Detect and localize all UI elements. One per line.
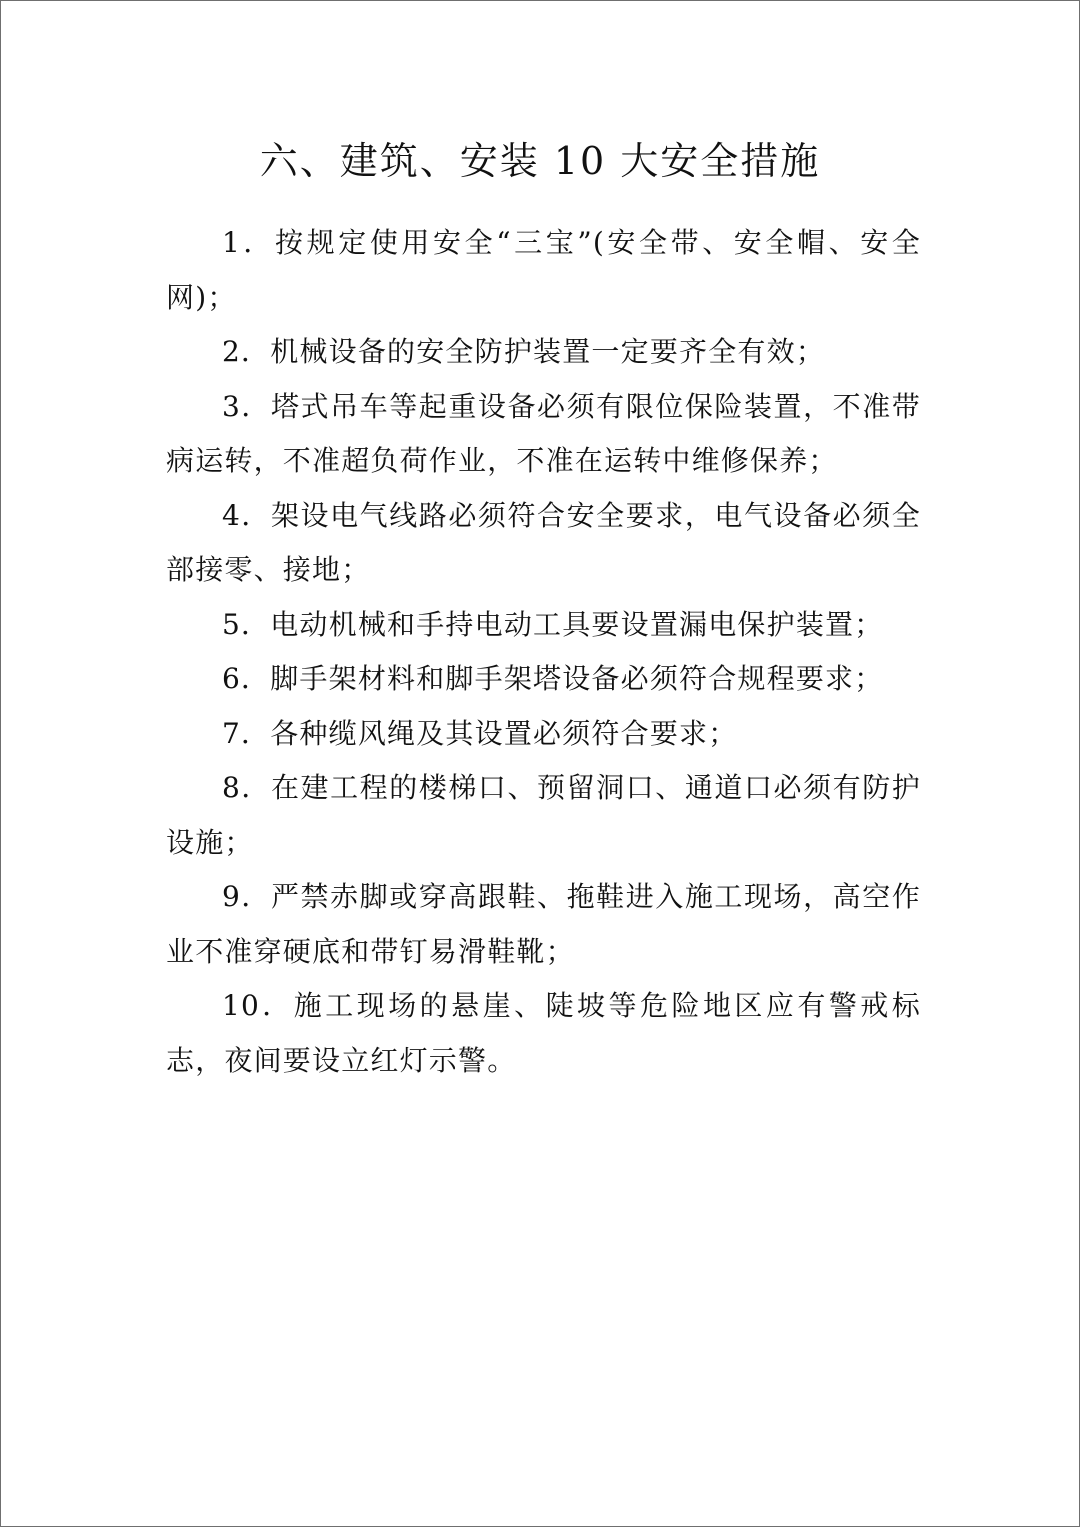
item-text: 施工现场的悬崖、陡坡等危险地区应有警戒标志，夜间要设立红灯示警。 — [166, 989, 921, 1077]
item-text: 各种缆风绳及其设置必须符合要求； — [270, 716, 738, 750]
list-item — [166, 380, 921, 489]
item-text: 电动机械和手持电动工具要设置漏电保护装置； — [270, 607, 884, 641]
item-number: 6． — [222, 662, 271, 695]
item-number: 8． — [222, 771, 271, 804]
item-text: 塔式吊车等起重设备必须有限位保险装置，不准带病运转，不准超负荷作业，不准在运转中维修保养； — [166, 389, 922, 477]
item-number: 1． — [222, 226, 276, 259]
item-text: 机械设备的安全防护装置一定要齐全有效； — [270, 335, 826, 368]
safety-measures-list — [166, 216, 921, 1088]
list-item — [166, 979, 921, 1088]
item-text: 架设电气线路必须符合安全要求，电气设备必须全部接零、接地； — [166, 498, 922, 586]
list-item — [166, 707, 921, 762]
item-text: 严禁赤脚或穿高跟鞋、拖鞋进入施工现场，高空作业不准穿硬底和带钉易滑鞋靴； — [166, 880, 922, 968]
list-item — [166, 325, 921, 380]
item-number: 7． — [222, 716, 271, 750]
item-text: 脚手架材料和脚手架塔设备必须符合规程要求； — [270, 662, 884, 695]
page-title: 六、建筑、安装 10 大安全措施 — [259, 139, 821, 183]
item-text: 按规定使用安全“三宝”(安全带、安全帽、安全网)； — [166, 226, 921, 314]
item-number: 9． — [222, 880, 271, 913]
item-number: 10． — [222, 989, 294, 1022]
item-number: 3． — [222, 389, 271, 423]
list-item — [166, 598, 921, 653]
list-item — [166, 870, 921, 979]
list-item — [166, 761, 921, 870]
list-item — [166, 652, 921, 707]
list-item — [166, 216, 921, 325]
item-number: 2． — [222, 335, 271, 368]
item-text: 在建工程的楼梯口、预留洞口、通道口必须有防护设施； — [166, 771, 922, 859]
item-number: 4． — [222, 498, 271, 532]
item-number: 5． — [222, 607, 271, 641]
list-item — [166, 489, 921, 598]
